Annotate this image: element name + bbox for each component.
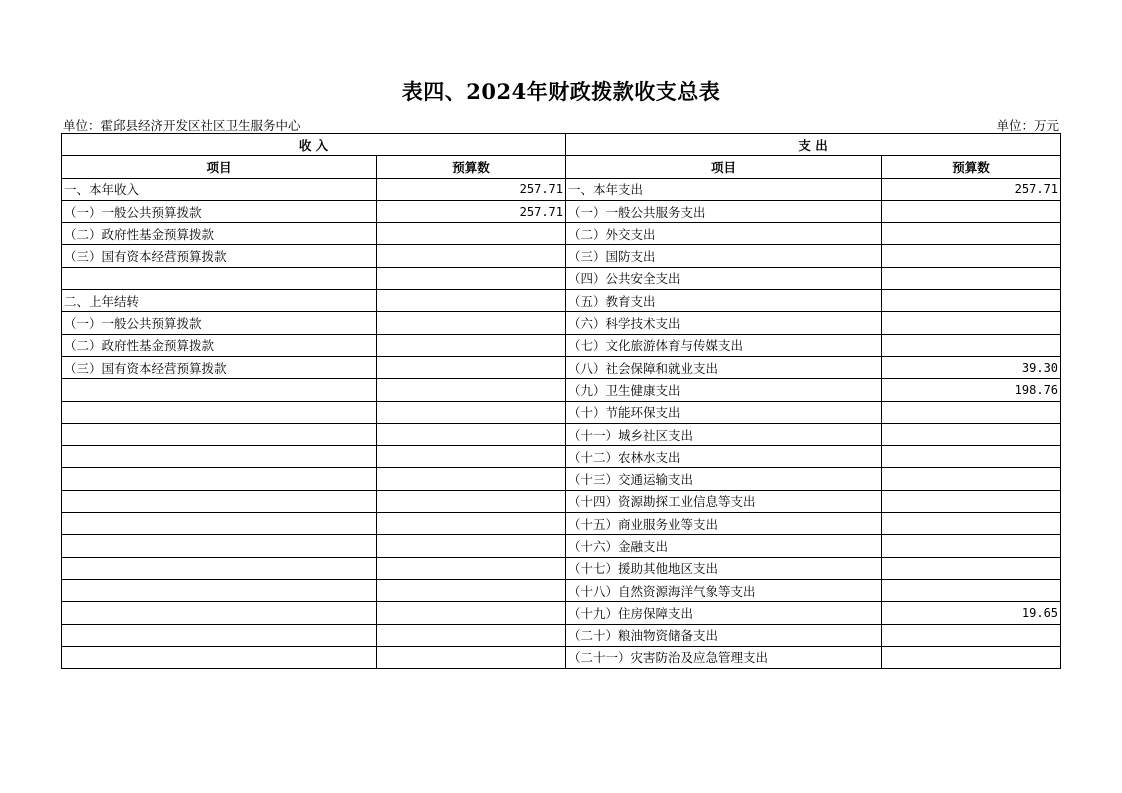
expense-item-cell: （四）公共安全支出 xyxy=(566,267,882,289)
expense-budget-cell xyxy=(882,267,1061,289)
unit-organization: 单位：霍邱县经济开发区社区卫生服务中心 xyxy=(63,118,301,133)
unit-currency: 单位：万元 xyxy=(996,118,1059,133)
income-budget-cell xyxy=(377,356,566,378)
income-item-cell: 二、上年结转 xyxy=(62,290,377,312)
expense-budget-cell: 198.76 xyxy=(882,379,1061,401)
table-row xyxy=(62,423,1061,445)
income-item-cell: （二）政府性基金预算拨款 xyxy=(62,334,377,356)
income-budget-cell xyxy=(377,646,566,668)
income-item-cell xyxy=(62,423,377,445)
expense-item-cell: （十三）交通运输支出 xyxy=(566,468,882,490)
income-item-cell: （二）政府性基金预算拨款 xyxy=(62,223,377,245)
income-item-cell xyxy=(62,535,377,557)
income-item-cell xyxy=(62,401,377,423)
income-item-cell: （一）一般公共预算拨款 xyxy=(62,200,377,222)
table-row xyxy=(62,223,1061,245)
expense-budget-cell xyxy=(882,446,1061,468)
expense-budget-cell xyxy=(882,579,1061,601)
income-budget-cell xyxy=(377,245,566,267)
table-row xyxy=(62,312,1061,334)
income-item-cell xyxy=(62,579,377,601)
table-row xyxy=(62,468,1061,490)
income-budget-cell xyxy=(377,490,566,512)
table-row xyxy=(62,379,1061,401)
expense-item-cell: （二十一）灾害防治及应急管理支出 xyxy=(566,646,882,668)
income-budget-cell xyxy=(377,513,566,535)
income-budget-cell xyxy=(377,423,566,445)
income-section-header: 收 入 xyxy=(62,134,566,156)
income-budget-cell xyxy=(377,379,566,401)
expense-budget-cell xyxy=(882,423,1061,445)
table-row xyxy=(62,401,1061,423)
income-item-cell xyxy=(62,490,377,512)
table-row xyxy=(62,602,1061,624)
expense-budget-cell: 257.71 xyxy=(882,178,1061,200)
expense-section-header: 支 出 xyxy=(566,134,1061,156)
expense-item-cell: （一）一般公共服务支出 xyxy=(566,200,882,222)
expense-item-cell: （十）节能环保支出 xyxy=(566,401,882,423)
income-item-cell xyxy=(62,602,377,624)
income-item-cell: （三）国有资本经营预算拨款 xyxy=(62,245,377,267)
expense-item-cell: （九）卫生健康支出 xyxy=(566,379,882,401)
expense-item-cell: （二）外交支出 xyxy=(566,223,882,245)
table-row xyxy=(62,267,1061,289)
expense-item-cell: （十七）援助其他地区支出 xyxy=(566,557,882,579)
expense-item-cell: （五）教育支出 xyxy=(566,290,882,312)
expense-item-cell: （十五）商业服务业等支出 xyxy=(566,513,882,535)
income-budget-cell xyxy=(377,334,566,356)
expense-budget-cell xyxy=(882,401,1061,423)
table-row xyxy=(62,490,1061,512)
income-item-cell xyxy=(62,468,377,490)
income-budget-cell xyxy=(377,602,566,624)
income-item-cell: 一、本年收入 xyxy=(62,178,377,200)
table-row xyxy=(62,245,1061,267)
expense-budget-cell xyxy=(882,535,1061,557)
income-item-cell xyxy=(62,379,377,401)
column-header-row xyxy=(62,156,1061,178)
income-budget-cell: 257.71 xyxy=(377,178,566,200)
table-row xyxy=(62,513,1061,535)
expense-item-cell: （二十）粮油物资储备支出 xyxy=(566,624,882,646)
expense-item-cell: （十六）金融支出 xyxy=(566,535,882,557)
section-header-row xyxy=(62,134,1061,156)
expense-item-cell: （三）国防支出 xyxy=(566,245,882,267)
income-item-header: 项目 xyxy=(62,156,377,178)
budget-table xyxy=(61,133,1061,669)
income-item-cell xyxy=(62,267,377,289)
expense-budget-cell xyxy=(882,624,1061,646)
expense-item-cell: （八）社会保障和就业支出 xyxy=(566,356,882,378)
income-budget-cell xyxy=(377,624,566,646)
table-row xyxy=(62,178,1061,200)
page-title: 表四、2024年财政拨款收支总表 xyxy=(401,79,721,104)
income-item-cell xyxy=(62,446,377,468)
table-row xyxy=(62,557,1061,579)
income-item-cell: （三）国有资本经营预算拨款 xyxy=(62,356,377,378)
expense-item-header: 项目 xyxy=(566,156,882,178)
expense-item-cell: （十一）城乡社区支出 xyxy=(566,423,882,445)
income-budget-cell xyxy=(377,401,566,423)
table-row xyxy=(62,624,1061,646)
table-row xyxy=(62,356,1061,378)
expense-budget-cell xyxy=(882,557,1061,579)
expense-item-cell: （十八）自然资源海洋气象等支出 xyxy=(566,579,882,601)
income-item-cell xyxy=(62,557,377,579)
income-item-cell xyxy=(62,513,377,535)
table-row xyxy=(62,290,1061,312)
table-row xyxy=(62,535,1061,557)
income-budget-cell xyxy=(377,267,566,289)
expense-item-cell: （十九）住房保障支出 xyxy=(566,602,882,624)
expense-budget-cell xyxy=(882,490,1061,512)
expense-budget-cell xyxy=(882,223,1061,245)
table-row xyxy=(62,334,1061,356)
expense-item-cell: （六）科学技术支出 xyxy=(566,312,882,334)
expense-item-cell: （十四）资源勘探工业信息等支出 xyxy=(566,490,882,512)
expense-budget-cell xyxy=(882,200,1061,222)
expense-item-cell: （七）文化旅游体育与传媒支出 xyxy=(566,334,882,356)
income-budget-cell xyxy=(377,557,566,579)
income-item-cell xyxy=(62,624,377,646)
expense-item-cell: 一、本年支出 xyxy=(566,178,882,200)
expense-budget-cell xyxy=(882,290,1061,312)
expense-item-cell: （十二）农林水支出 xyxy=(566,446,882,468)
table-row xyxy=(62,579,1061,601)
table-row xyxy=(62,646,1061,668)
expense-budget-cell: 19.65 xyxy=(882,602,1061,624)
income-budget-cell xyxy=(377,290,566,312)
expense-budget-cell xyxy=(882,334,1061,356)
income-budget-cell xyxy=(377,579,566,601)
income-budget-cell xyxy=(377,468,566,490)
income-budget-cell xyxy=(377,446,566,468)
income-budget-cell xyxy=(377,223,566,245)
expense-budget-cell xyxy=(882,646,1061,668)
table-row xyxy=(62,200,1061,222)
expense-budget-cell xyxy=(882,312,1061,334)
income-budget-cell: 257.71 xyxy=(377,200,566,222)
income-item-cell xyxy=(62,646,377,668)
income-item-cell: （一）一般公共预算拨款 xyxy=(62,312,377,334)
expense-budget-cell xyxy=(882,245,1061,267)
expense-budget-cell: 39.30 xyxy=(882,356,1061,378)
table-row xyxy=(62,446,1061,468)
expense-budget-cell xyxy=(882,513,1061,535)
expense-budget-header: 预算数 xyxy=(882,156,1061,178)
income-budget-header: 预算数 xyxy=(377,156,566,178)
income-budget-cell xyxy=(377,535,566,557)
expense-budget-cell xyxy=(882,468,1061,490)
income-budget-cell xyxy=(377,312,566,334)
